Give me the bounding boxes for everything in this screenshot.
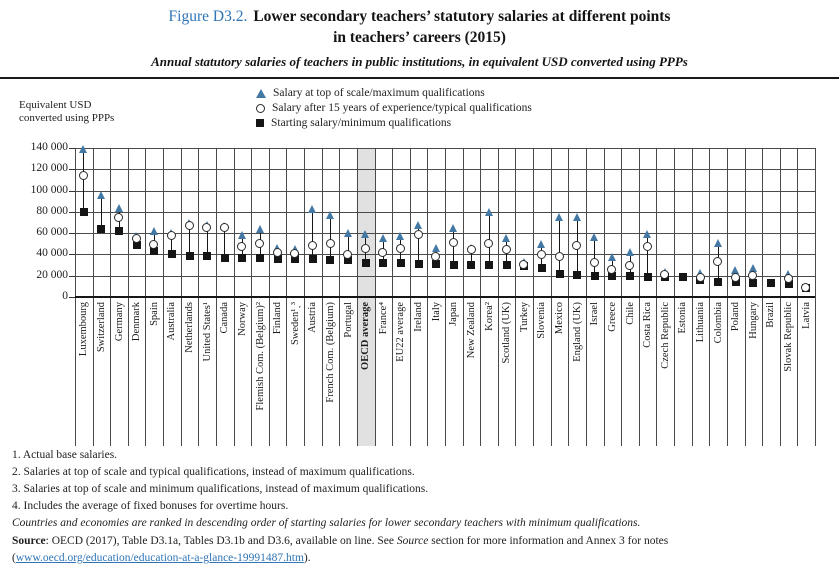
top-salary-marker bbox=[256, 225, 264, 233]
country-label: Norway bbox=[236, 302, 248, 336]
country-label: England (UK) bbox=[571, 302, 583, 362]
top-salary-marker bbox=[714, 239, 722, 247]
legend-label: Salary after 15 years of experience/typical qualifications bbox=[272, 102, 532, 114]
top-salary-marker bbox=[502, 234, 510, 242]
after-15-years-marker bbox=[431, 252, 440, 261]
starting-salary-marker bbox=[714, 278, 722, 286]
starting-salary-marker bbox=[591, 272, 599, 280]
after-15-years-marker bbox=[202, 223, 211, 232]
country-label: Israel bbox=[589, 302, 601, 326]
starting-salary-marker bbox=[80, 208, 88, 216]
after-15-years-marker bbox=[114, 213, 123, 222]
country-label: New Zealand bbox=[465, 302, 477, 359]
starting-salary-marker bbox=[309, 255, 317, 263]
top-salary-marker bbox=[308, 205, 316, 213]
horizontal-gridline bbox=[75, 169, 815, 170]
after-15-years-marker bbox=[220, 223, 229, 232]
country-label: Netherlands bbox=[184, 302, 196, 353]
country-label: OECD average bbox=[360, 302, 372, 370]
y-tick-label: 80 000 bbox=[36, 204, 68, 217]
country-label: Ireland bbox=[413, 302, 425, 332]
country-label: Flemish Com. (Belgium)² bbox=[254, 302, 266, 411]
starting-salary-marker bbox=[238, 254, 246, 262]
country-label: Korea² bbox=[483, 302, 495, 331]
after-15-years-marker bbox=[590, 258, 599, 267]
after-15-years-marker bbox=[237, 242, 246, 251]
after-15-years-marker bbox=[660, 270, 669, 279]
top-salary-marker bbox=[79, 145, 87, 153]
starting-salary-marker bbox=[415, 260, 423, 268]
after-15-years-marker bbox=[731, 273, 740, 282]
country-label: Canada bbox=[219, 302, 231, 334]
country-label: Poland bbox=[730, 302, 742, 332]
starting-salary-marker bbox=[221, 254, 229, 262]
starting-salary-marker bbox=[626, 272, 634, 280]
country-label: French Com. (Belgium) bbox=[324, 302, 336, 403]
y-axis-tick bbox=[69, 297, 75, 298]
after-15-years-marker bbox=[308, 241, 317, 250]
starting-salary-marker bbox=[362, 259, 370, 267]
after-15-years-marker bbox=[537, 250, 546, 259]
after-15-years-marker bbox=[625, 261, 634, 270]
top-salary-marker bbox=[361, 230, 369, 238]
country-label: Colombia bbox=[712, 302, 724, 344]
after-15-years-marker bbox=[361, 244, 370, 253]
top-salary-marker bbox=[115, 204, 123, 212]
after-15-years-marker bbox=[502, 245, 511, 254]
after-15-years-marker bbox=[378, 248, 387, 257]
top-salary-marker bbox=[555, 213, 563, 221]
country-label: Luxembourg bbox=[78, 302, 90, 357]
y-axis-tick bbox=[69, 148, 75, 149]
vertical-gridline bbox=[815, 148, 816, 446]
after-15-years-marker bbox=[572, 241, 581, 250]
starting-salary-marker bbox=[256, 254, 264, 262]
x-axis-line bbox=[75, 296, 815, 298]
top-salary-marker bbox=[590, 233, 598, 241]
starting-salary-marker bbox=[115, 227, 123, 235]
country-label: Denmark bbox=[131, 302, 143, 342]
y-axis-tick bbox=[69, 276, 75, 277]
horizontal-gridline bbox=[75, 191, 815, 192]
starting-salary-marker bbox=[644, 273, 652, 281]
top-salary-marker bbox=[150, 227, 158, 235]
figure-title-line1 bbox=[0, 8, 839, 26]
top-salary-marker bbox=[608, 253, 616, 261]
footnote-2: 2. Salaries at top of scale and typical qualifications, instead of maximum qualifications. bbox=[12, 466, 415, 478]
y-tick-label: 140 000 bbox=[30, 141, 68, 153]
legend-item-15-years bbox=[256, 101, 532, 116]
country-label: Japan bbox=[448, 302, 460, 326]
source-link-line bbox=[12, 552, 311, 564]
top-salary-marker bbox=[379, 234, 387, 242]
starting-salary-marker bbox=[450, 261, 458, 269]
footnote-1: 1. Actual base salaries. bbox=[12, 449, 118, 461]
y-tick-label: 0 bbox=[62, 290, 68, 302]
horizontal-gridline bbox=[75, 148, 815, 149]
footnote-4: 4. Includes the average of fixed bonuses for overtime hours. bbox=[12, 500, 289, 512]
footnote-3: 3. Salaries at top of scale and minimum qualifications, instead of maximum qualifications. bbox=[12, 483, 429, 495]
legend-label: Starting salary/minimum qualifications bbox=[271, 117, 452, 129]
salary-range-line bbox=[312, 209, 313, 259]
y-tick-label: 100 000 bbox=[30, 183, 68, 196]
country-label: Switzerland bbox=[95, 302, 107, 353]
starting-salary-marker bbox=[97, 225, 105, 233]
legend-item-top-scale bbox=[256, 86, 532, 101]
circle-icon bbox=[256, 104, 265, 113]
country-label: Australia bbox=[166, 302, 178, 341]
country-label: Portugal bbox=[342, 302, 354, 338]
top-salary-marker bbox=[344, 229, 352, 237]
starting-salary-marker bbox=[485, 261, 493, 269]
starting-salary-marker bbox=[432, 260, 440, 268]
salary-range-line bbox=[330, 215, 331, 259]
country-label: United States¹ bbox=[201, 302, 213, 362]
after-15-years-marker bbox=[449, 238, 458, 247]
country-label: Costa Rica bbox=[642, 302, 654, 348]
country-label: Slovenia bbox=[536, 302, 548, 339]
country-label: Brazil bbox=[765, 302, 777, 328]
source-line bbox=[12, 535, 668, 547]
country-label: Italy bbox=[430, 302, 442, 322]
country-label: Latvia bbox=[800, 302, 812, 329]
figure-number: Figure D3.2. bbox=[168, 8, 248, 25]
salary-range-line bbox=[101, 195, 102, 228]
source-text: : OECD (2017), Table D3.1a, Tables D3.1b and D3.6, available on line. See bbox=[45, 535, 397, 547]
horizontal-gridline bbox=[75, 233, 815, 234]
country-label: Hungary bbox=[747, 302, 759, 339]
country-label: Lithuania bbox=[694, 302, 706, 343]
after-15-years-marker bbox=[255, 239, 264, 248]
country-label: Spain bbox=[148, 302, 160, 326]
salary-range-line bbox=[83, 149, 84, 212]
country-label: France⁴ bbox=[377, 302, 389, 335]
after-15-years-marker bbox=[185, 221, 194, 230]
y-tick-label: 120 000 bbox=[30, 162, 68, 175]
after-15-years-marker bbox=[643, 242, 652, 251]
starting-salary-marker bbox=[326, 256, 334, 264]
after-15-years-marker bbox=[519, 260, 528, 269]
country-label: Czech Republic bbox=[659, 302, 671, 369]
starting-salary-marker bbox=[679, 273, 687, 281]
link-open-paren: ( bbox=[12, 552, 16, 564]
country-label: Mexico bbox=[554, 302, 566, 335]
source-text-2: section for more information and Annex 3 for notes bbox=[428, 535, 669, 547]
starting-salary-marker bbox=[397, 259, 405, 267]
y-axis-tick bbox=[69, 233, 75, 234]
country-label: Germany bbox=[113, 302, 125, 342]
salary-range-line bbox=[647, 234, 648, 276]
figure-subtitle: Annual statutory salaries of teachers in public institutions, in equivalent USD converted using PPPs bbox=[151, 54, 688, 69]
y-axis-unit-line1: Equivalent USD bbox=[19, 99, 92, 111]
top-salary-marker bbox=[396, 232, 404, 240]
y-axis-tick bbox=[69, 212, 75, 213]
figure-title-line2 bbox=[0, 29, 839, 47]
starting-salary-marker bbox=[379, 259, 387, 267]
starting-salary-marker bbox=[467, 261, 475, 269]
starting-salary-marker bbox=[503, 261, 511, 269]
starting-salary-marker bbox=[538, 264, 546, 272]
y-axis-tick bbox=[69, 169, 75, 170]
source-link[interactable]: www.oecd.org/education/education-at-a-glance-19991487.htm bbox=[15, 552, 304, 564]
after-15-years-marker bbox=[696, 273, 705, 282]
country-label: Austria bbox=[307, 302, 319, 333]
y-tick-label: 60 000 bbox=[36, 226, 68, 239]
source-label: Source bbox=[12, 535, 46, 547]
country-label: Chile bbox=[624, 302, 636, 325]
top-salary-marker bbox=[432, 244, 440, 252]
link-close-paren: ). bbox=[303, 552, 311, 564]
starting-salary-marker bbox=[767, 279, 775, 287]
starting-salary-marker bbox=[556, 270, 564, 278]
top-salary-marker bbox=[414, 221, 422, 229]
top-salary-marker bbox=[238, 231, 246, 239]
title-text-1: Lower secondary teachers’ statutory salaries at different points bbox=[253, 8, 671, 25]
salary-range-line bbox=[559, 217, 560, 274]
top-salary-marker bbox=[537, 240, 545, 248]
country-label: Sweden¹ˏ³ bbox=[289, 302, 301, 346]
top-salary-marker bbox=[326, 211, 334, 219]
after-15-years-marker bbox=[396, 244, 405, 253]
source-word-italic: Source bbox=[396, 535, 429, 547]
chart-legend bbox=[256, 86, 532, 131]
top-salary-marker bbox=[97, 191, 105, 199]
y-tick-label: 20 000 bbox=[36, 268, 68, 281]
country-label: Estonia bbox=[677, 302, 689, 334]
square-icon bbox=[256, 119, 264, 127]
after-15-years-marker bbox=[167, 231, 176, 240]
top-salary-marker bbox=[485, 208, 493, 216]
title-text-2: in teachers’ careers (2015) bbox=[333, 29, 506, 46]
top-salary-marker bbox=[643, 230, 651, 238]
triangle-icon bbox=[256, 89, 266, 98]
country-label: EU22 average bbox=[395, 302, 407, 362]
starting-salary-marker bbox=[186, 252, 194, 260]
country-label: Finland bbox=[272, 302, 284, 335]
y-axis-tick bbox=[69, 191, 75, 192]
ranking-note: Countries and economies are ranked in descending order of starting salaries for lower secondary teachers with minimum qualifications. bbox=[12, 517, 641, 529]
legend-label: Salary at top of scale/maximum qualifications bbox=[273, 87, 485, 99]
country-label: Turkey bbox=[518, 302, 530, 332]
after-15-years-marker bbox=[414, 230, 423, 239]
after-15-years-marker bbox=[713, 257, 722, 266]
starting-salary-marker bbox=[168, 250, 176, 258]
y-axis-unit-note bbox=[19, 99, 114, 125]
y-axis-tick bbox=[69, 254, 75, 255]
top-salary-marker bbox=[626, 248, 634, 256]
salary-range-line bbox=[594, 237, 595, 276]
legend-item-starting bbox=[256, 116, 532, 131]
starting-salary-marker bbox=[573, 271, 581, 279]
y-tick-label: 40 000 bbox=[36, 247, 68, 260]
starting-salary-marker bbox=[203, 252, 211, 260]
country-label: Slovak Republic bbox=[783, 302, 795, 372]
top-salary-marker bbox=[449, 224, 457, 232]
after-15-years-marker bbox=[79, 171, 88, 180]
top-salary-marker bbox=[573, 213, 581, 221]
country-label: Scotland (UK) bbox=[501, 302, 513, 364]
horizontal-gridline bbox=[75, 212, 815, 213]
after-15-years-marker bbox=[555, 252, 564, 261]
after-15-years-marker bbox=[467, 245, 476, 254]
country-label: Greece bbox=[606, 302, 618, 332]
after-15-years-marker bbox=[273, 248, 282, 257]
after-15-years-marker bbox=[326, 239, 335, 248]
title-divider bbox=[0, 77, 839, 79]
after-15-years-marker bbox=[484, 239, 493, 248]
y-axis-unit-line2: converted using PPPs bbox=[19, 112, 115, 124]
